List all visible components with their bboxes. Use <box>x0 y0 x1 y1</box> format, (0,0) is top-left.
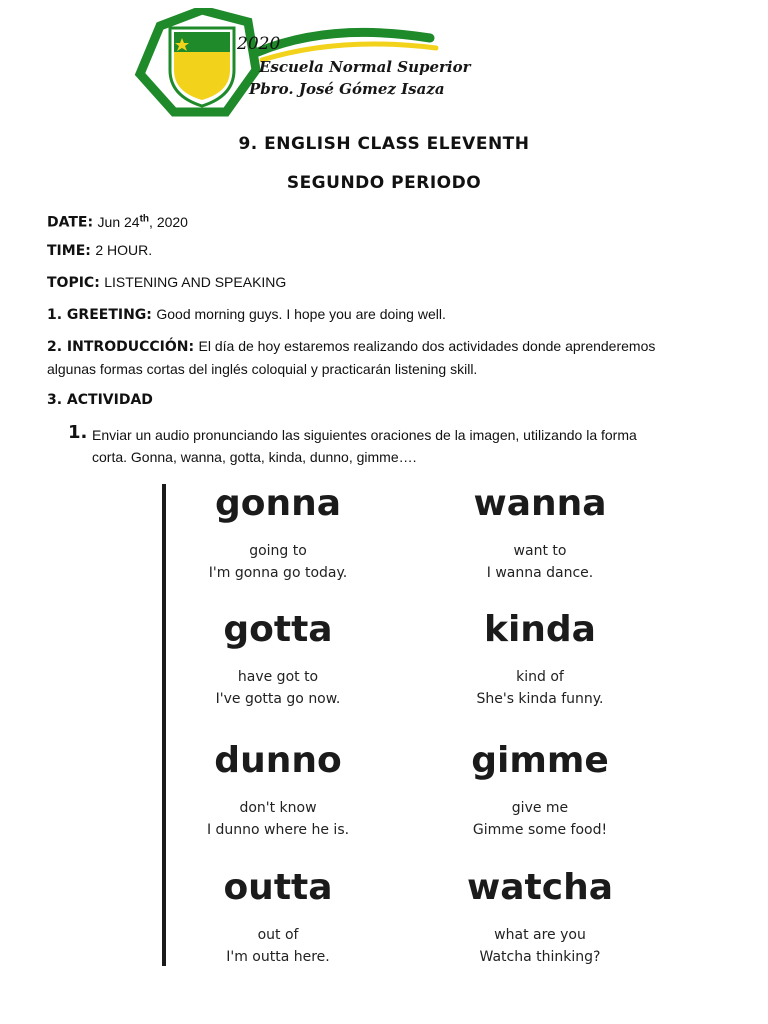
slang-meaning: out of <box>257 927 299 943</box>
activity-item-number: 1. <box>68 422 88 443</box>
time-value: 2 HOUR. <box>95 242 153 258</box>
slang-example: She's kinda funny. <box>476 691 604 707</box>
slang-meaning: going to <box>249 543 307 559</box>
slang-example: I'm outta here. <box>226 949 330 965</box>
slang-meaning: have got to <box>237 669 319 685</box>
greeting-line <box>47 303 727 326</box>
greeting-label: 1. GREETING: <box>47 307 152 323</box>
slang-meaning: kind of <box>516 669 564 685</box>
slang-card <box>430 868 650 968</box>
school-name: Escuela Normal Superior <box>259 58 471 76</box>
slang-word: gotta <box>223 609 333 650</box>
slang-word: kinda <box>484 609 596 650</box>
slang-word: watcha <box>466 867 614 908</box>
slang-word: wanna <box>473 483 607 524</box>
slang-card <box>430 741 650 841</box>
intro-label: 2. INTRODUCCIÓN: <box>47 339 195 355</box>
greeting-text: Good morning guys. I hope you are doing well. <box>156 306 446 322</box>
logo-year: 2020 <box>237 34 281 54</box>
slang-example: I'm gonna go today. <box>208 565 348 581</box>
document-subtitle: SEGUNDO PERIODO <box>286 173 482 193</box>
slang-card <box>168 610 388 710</box>
intro-text-line2: algunas formas cortas del inglés coloquial y practicarán listening skill. <box>47 361 478 377</box>
slang-example: I dunno where he is. <box>206 822 350 838</box>
topic-label: TOPIC: <box>47 275 100 291</box>
intro-paragraph <box>47 335 727 381</box>
slang-meaning: give me <box>511 800 569 816</box>
topic-line <box>47 271 727 294</box>
slang-example: I've gotta go now. <box>215 691 341 707</box>
activity-label: 3. ACTIVIDAD <box>47 392 153 408</box>
slang-meaning: what are you <box>494 927 586 943</box>
slang-meaning: want to <box>513 543 567 559</box>
activity-item-text: Enviar un audio pronunciando las siguientes oraciones de la imagen, utilizando la forma corta. Gonna, wanna, gotta, kinda, dunno, gimme…. <box>92 427 637 465</box>
document-title: 9. ENGLISH CLASS ELEVENTH <box>238 134 530 154</box>
activity-heading <box>47 389 727 411</box>
slang-word: gimme <box>471 740 609 781</box>
panel-left-border <box>162 484 166 966</box>
slang-word: outta <box>223 867 333 908</box>
school-priest-name: Pbro. José Gómez Isaza <box>249 80 445 98</box>
slang-image-panel <box>162 484 632 966</box>
slang-meaning: don't know <box>239 800 317 816</box>
slang-card <box>430 610 650 710</box>
slang-card <box>168 868 388 968</box>
slang-example: Watcha thinking? <box>479 949 601 965</box>
slang-card <box>430 484 650 584</box>
time-line <box>47 239 727 262</box>
slang-example: Gimme some food! <box>472 822 608 838</box>
slang-card <box>168 484 388 584</box>
slang-example: I wanna dance. <box>486 565 594 581</box>
date-value: Jun 24th, 2020 <box>97 213 188 230</box>
slang-word: gonna <box>214 483 342 524</box>
date-label: DATE: <box>47 214 94 231</box>
date-line <box>47 208 727 234</box>
slang-card <box>168 741 388 841</box>
intro-text-line1: El día de hoy estaremos realizando dos actividades donde aprenderemos <box>198 338 656 354</box>
topic-value: LISTENING AND SPEAKING <box>104 274 287 290</box>
time-label: TIME: <box>47 243 91 259</box>
slang-word: dunno <box>214 740 342 781</box>
